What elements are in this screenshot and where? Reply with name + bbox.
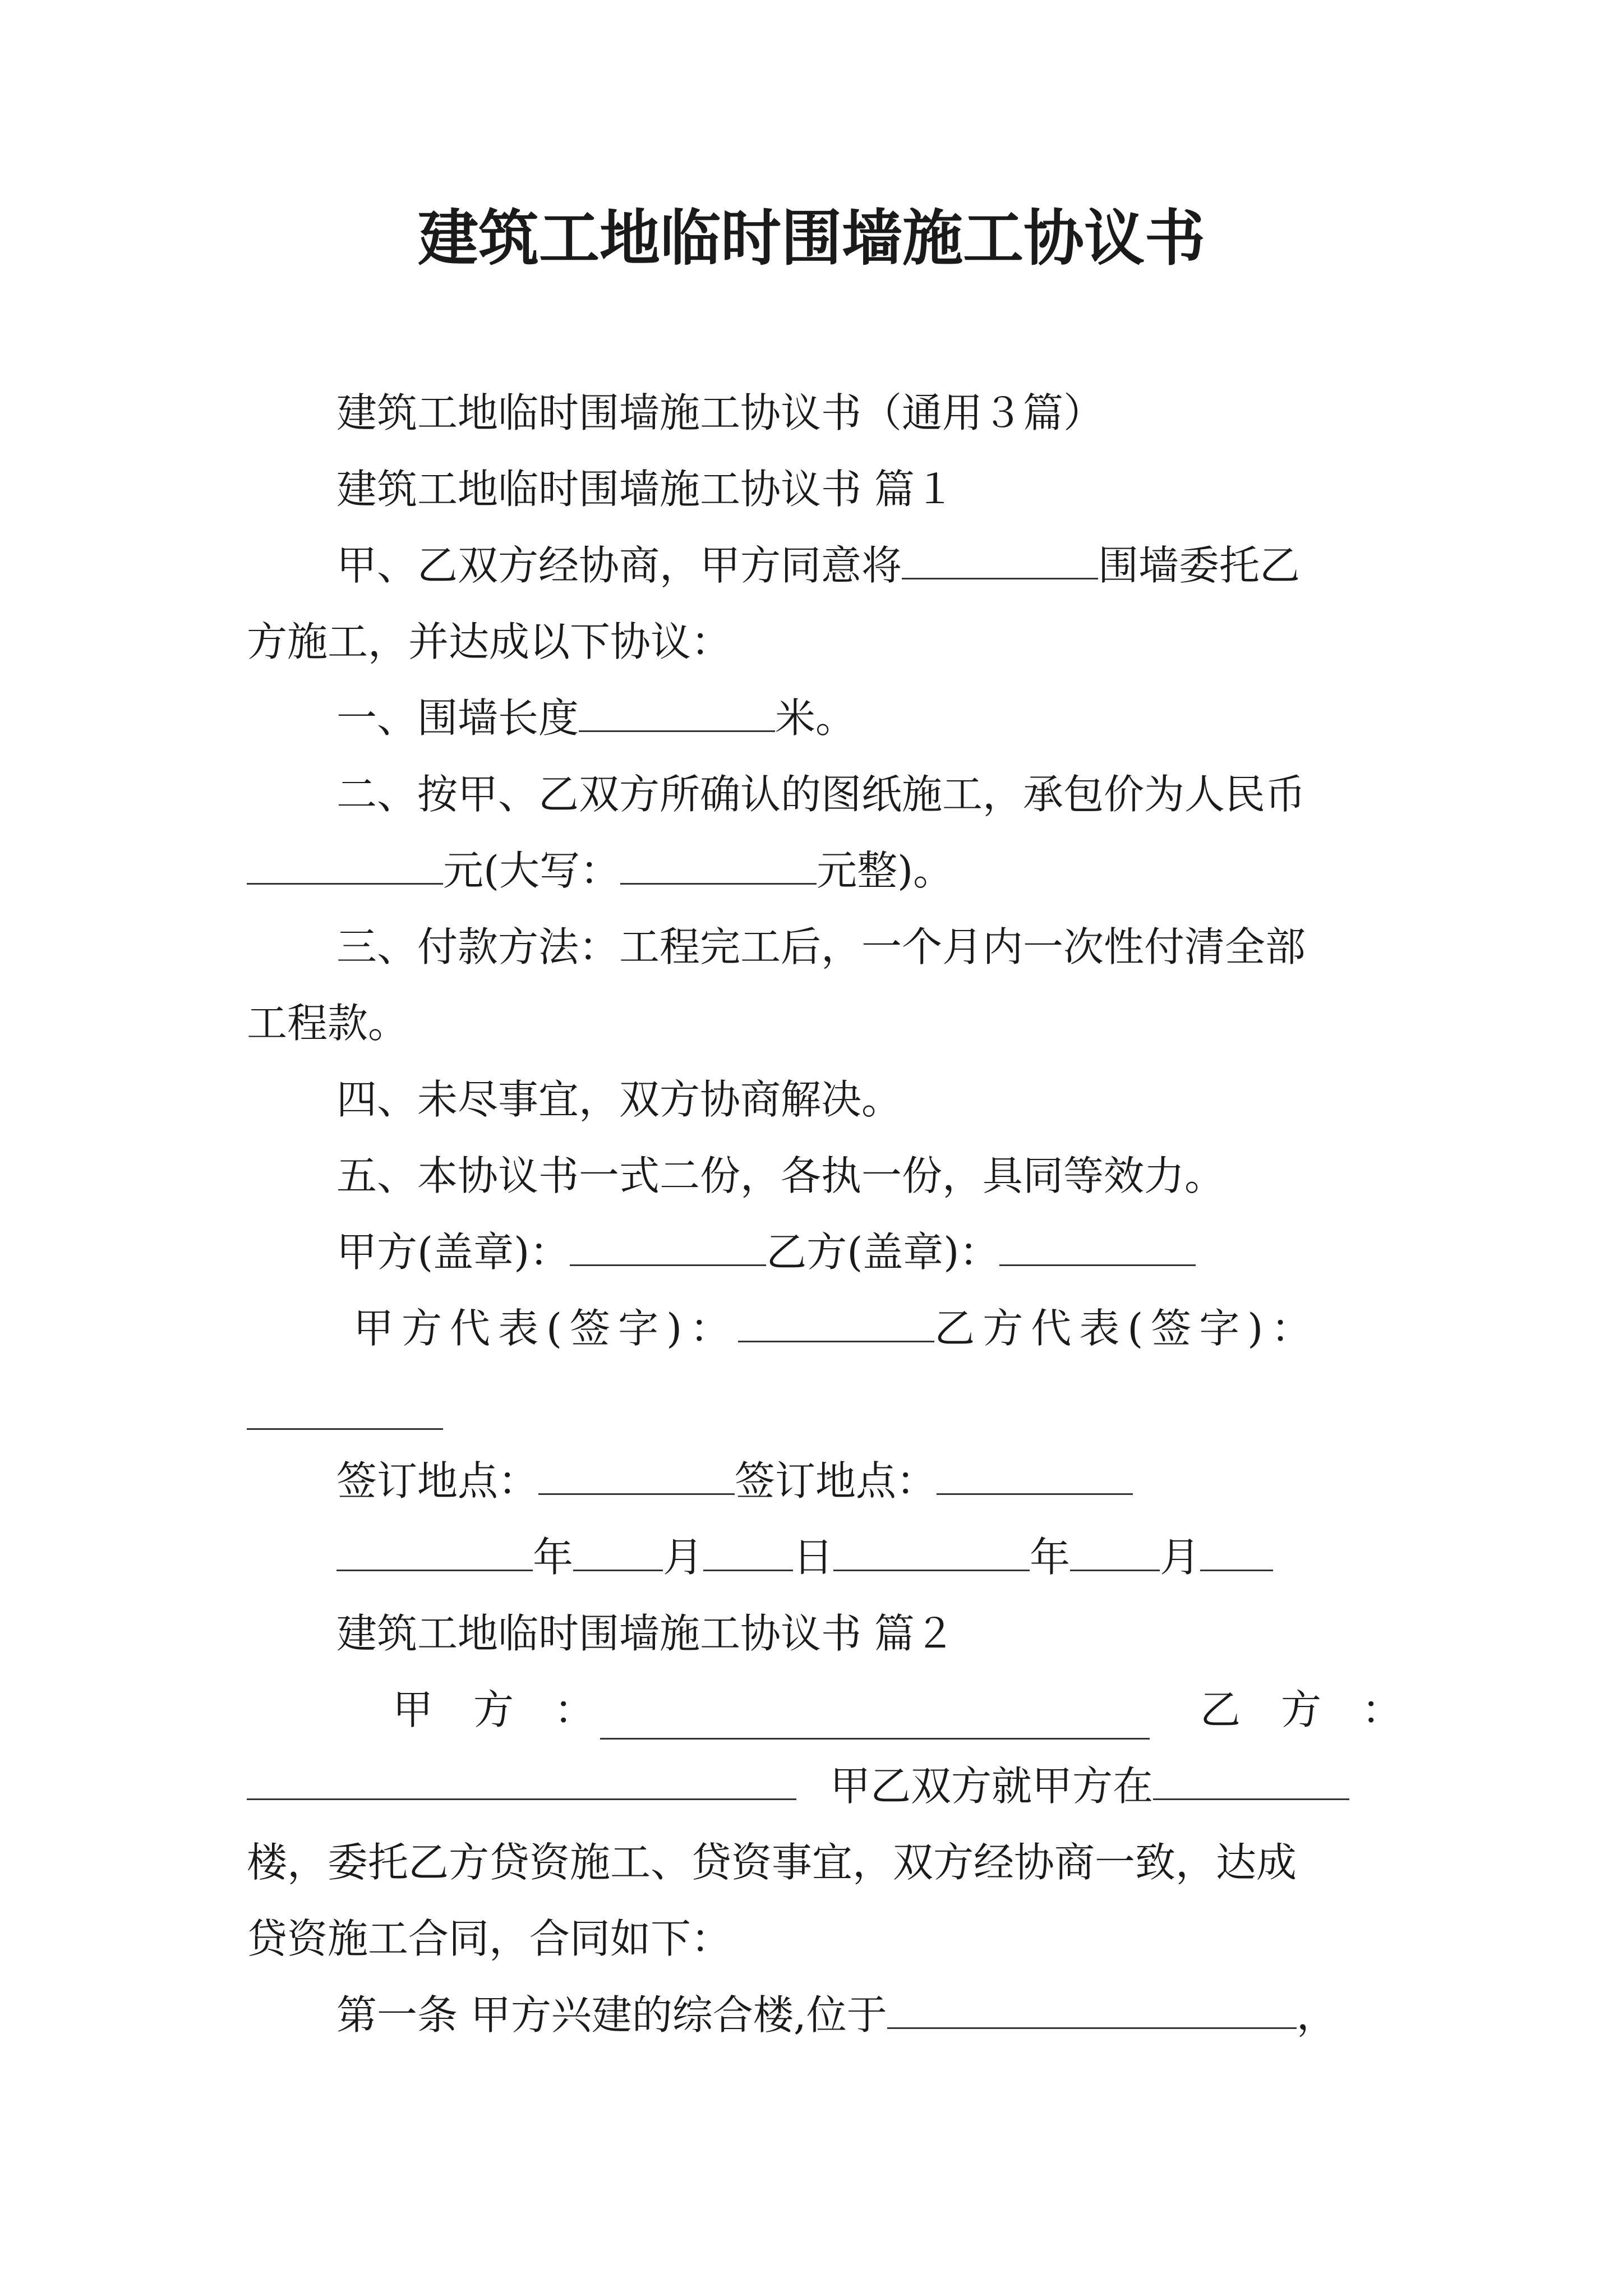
- part1-intro-line: [336, 537, 1300, 593]
- building-location-blank: [1153, 1759, 1349, 1800]
- item4-line: 四、未尽事宜，双方协商解决。: [336, 1076, 902, 1123]
- party-a-month-blank: [573, 1530, 663, 1571]
- item1-text-b: 米。: [775, 694, 856, 742]
- part2-intro-continued: 楼，委托乙方贷资施工、贷资事宜，双方经协商一致，达成: [247, 1839, 1297, 1886]
- party-a-seal-label: 甲方(盖章)：: [336, 1228, 570, 1276]
- price-amount-blank: [247, 844, 443, 885]
- month-label-b: 月: [1160, 1534, 1201, 1581]
- part1-intro-text-b: 围墙委托乙: [1098, 542, 1301, 589]
- part2-intro-text-a: 甲乙双方就甲方在: [830, 1763, 1154, 1810]
- year-label-a: 年: [533, 1534, 574, 1581]
- item1-text-a: 一、围墙长度: [336, 694, 579, 742]
- item2-price-line: [247, 843, 953, 899]
- document-subtitle: 建筑工地临时围墙施工协议书（通用３篇）: [336, 389, 1104, 436]
- part2-party-a-label: 甲 方 ：: [393, 1686, 595, 1733]
- party-b-seal-blank: [999, 1225, 1196, 1266]
- part1-intro-text-a: 甲、乙双方经协商，甲方同意将: [336, 542, 902, 589]
- party-b-place-blank: [937, 1454, 1133, 1495]
- part2-intro-end: 贷资施工合同，合同如下：: [247, 1915, 732, 1962]
- party-a-day-blank: [703, 1530, 793, 1571]
- part1-heading: 建筑工地临时围墙施工协议书 篇１: [336, 466, 955, 513]
- signing-place-line: [336, 1453, 1133, 1509]
- article1-line: [336, 1987, 1337, 2043]
- part2-intro-line: [247, 1758, 1349, 1814]
- month-label-a: 月: [663, 1534, 704, 1581]
- party-a-year-blank: [336, 1530, 533, 1571]
- project-name-blank: [902, 539, 1098, 579]
- part2-heading: 建筑工地临时围墙施工协议书 篇２: [336, 1610, 955, 1657]
- part1-intro-continued: 方施工，并达成以下协议：: [247, 618, 732, 665]
- item3-continued: 工程款。: [247, 1000, 409, 1047]
- building-address-blank: [887, 1988, 1297, 2029]
- party-b-rep-blank: [247, 1389, 443, 1430]
- item2-text-c: 元整)。: [817, 847, 954, 894]
- signing-date-line: [336, 1529, 1273, 1585]
- party-b-day-blank: [1200, 1530, 1273, 1571]
- day-label-a: 日: [793, 1534, 834, 1581]
- part2-party-b-blank: [247, 1759, 796, 1800]
- party-b-month-blank: [1070, 1530, 1160, 1571]
- party-a-seal-blank: [570, 1225, 766, 1266]
- representative-line: [353, 1300, 1319, 1356]
- part2-party-b-label: 乙 方 ：: [1200, 1686, 1403, 1733]
- party-a-rep-blank: [738, 1301, 934, 1342]
- part2-party-a-blank: [600, 1699, 1150, 1740]
- article1-text-a: 第一条 甲方兴建的综合楼,位于: [336, 1991, 887, 2039]
- item5-line: 五、本协议书一式二份，各执一份，具同等效力。: [336, 1152, 1225, 1199]
- year-label-b: 年: [1030, 1534, 1071, 1581]
- party-a-rep-label: 甲方代表(签字)：: [353, 1305, 739, 1352]
- item1-line: [336, 690, 856, 746]
- wall-length-blank: [579, 691, 775, 732]
- party-a-place-blank: [538, 1454, 735, 1495]
- item2-line: 二、按甲、乙双方所确认的图纸施工，承包价为人民币: [336, 771, 1306, 818]
- party-b-rep-label: 乙方代表(签字)：: [934, 1305, 1320, 1352]
- item2-text-b: 元(大写：: [443, 847, 621, 894]
- party-b-place-label: 签订地点：: [735, 1457, 937, 1504]
- article1-text-b: ，: [1296, 1991, 1337, 2039]
- price-words-blank: [620, 844, 817, 885]
- document-title: 建筑工地临时围墙施工协议书: [417, 203, 1205, 274]
- item3-line: 三、付款方法：工程完工后，一个月内一次性付清全部: [336, 923, 1306, 970]
- seal-line: [336, 1224, 1196, 1280]
- party-b-seal-label: 乙方(盖章)：: [766, 1228, 1000, 1276]
- party-b-year-blank: [833, 1530, 1030, 1571]
- party-a-place-label: 签订地点：: [336, 1457, 539, 1504]
